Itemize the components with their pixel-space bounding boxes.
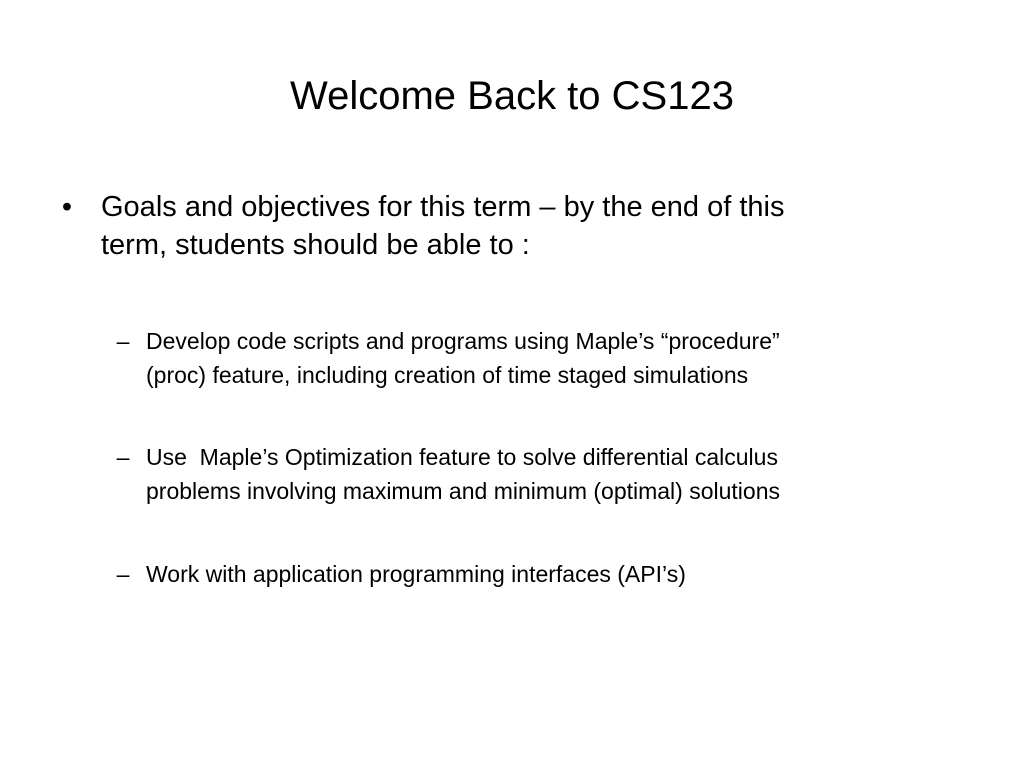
sub-bullet-line: (proc) feature, including creation of time staged simulations	[146, 362, 749, 388]
sub-bullet-line: Work with application programming interfaces (API’s)	[146, 561, 686, 587]
sub-bullet-line: Use Maple’s Optimization feature to solve differential calculus	[146, 444, 778, 470]
slide-title: Welcome Back to CS123	[290, 74, 734, 118]
sub-bullet-line: problems involving maximum and minimum (optimal) solutions	[146, 478, 780, 504]
sub-bullet-marker: –	[116, 561, 130, 587]
sub-bullet-procedures	[116, 324, 946, 392]
bullet-marker: •	[61, 191, 73, 223]
sub-bullet-line: Develop code scripts and programs using Maple’s “procedure”	[146, 328, 780, 354]
sub-bullet-apis	[116, 557, 946, 591]
sub-bullet-marker: –	[116, 444, 130, 470]
bullet-line: Goals and objectives for this term – by the end of this	[101, 191, 785, 223]
sub-bullet-marker: –	[116, 328, 130, 354]
bullet-line: term, students should be able to :	[101, 229, 530, 261]
bullet-goals	[61, 188, 961, 264]
sub-bullet-optimization	[116, 440, 946, 508]
